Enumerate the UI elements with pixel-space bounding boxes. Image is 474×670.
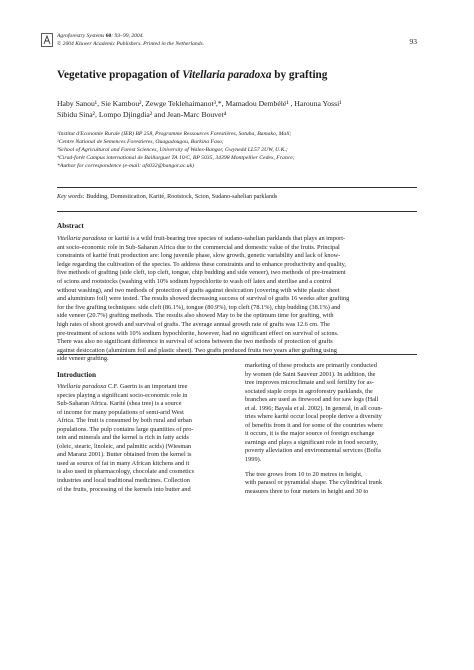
text-line: of benefits from it and for some of the countries where: [245, 421, 383, 429]
text-line: Sub-Saharan Africa. Karité (shea tree) is a source: [57, 400, 182, 408]
text-line: species playing a significant socio-economic role in: [57, 391, 188, 399]
text-line: against desiccation (aluminium foil and plastic sheet). Two grafts produced fruits two years after grafting using: [57, 346, 337, 354]
page-number: 93: [409, 37, 417, 46]
text-line: tries where karité occur local people derive a diversity: [245, 413, 382, 421]
text-line: used as source of fat in many African kitchens and it: [57, 459, 190, 467]
text-line: and Maranz 2001). Butter obtained from the kernel is: [57, 451, 192, 459]
copyright-notice: © 2004 Kluwer Academic Publishers. Printed in the Netherlands.: [57, 40, 205, 47]
divider: [57, 211, 417, 212]
text-line: high rates of shoot growth and survival of grafts. The average annual growth rate of grafts was 12.6 cm. The: [57, 320, 330, 328]
divider: [57, 354, 417, 355]
affiliations: [57, 130, 429, 170]
text-line: (oleic, stearic, linoleic, and palmitic acids) (Wiesman: [57, 442, 192, 450]
author-list: [57, 98, 429, 120]
text-line: side veneer grafting.: [57, 355, 109, 363]
text-line: Africa. The fruit is consumed by both rural and urban: [57, 417, 192, 425]
abstract-body: [57, 235, 417, 364]
author-line: Sibidu Sina², Lompo Djingdia² and Jean-Marc Bouvet⁴: [57, 110, 227, 119]
text-line: tree improves microclimate and soil fertility for as-: [245, 379, 374, 387]
abstract-heading: Abstract: [57, 222, 84, 230]
text-line: of income for many populations of semi-arid West: [57, 408, 184, 416]
journal-header: [57, 33, 417, 48]
text-line: branches are used as firewood and for saw logs (Hall: [245, 396, 379, 404]
text-line: for the five grafting techniques: side cleft (86.1%), tongue (80.9%), top cleft (78.1%), chip budding (38.1%) and: [57, 303, 341, 311]
text-line: 1999).: [245, 456, 262, 464]
affiliation: ¹Institut d'Economie Rurale (IER) BP 258, Programme Ressources Forestières, Sotuba, Bamako, Mali;: [57, 131, 292, 137]
text-line: by women (de Saint Sauveur 2001). In addition, the: [245, 370, 376, 378]
publisher-logo: [41, 33, 53, 47]
text-line: and aluminium foil) were tested. The results showed decreasing success of survival of grafts 16 weeks after grafting: [57, 295, 350, 303]
journal-citation: Agroforestry Systems 60: 93–99, 2004.: [57, 33, 144, 39]
keywords: Key words: Budding, Domestication, Karité, Rootstock, Scion, Sudano-sahelian parklands: [57, 194, 278, 200]
text-line: et al. 1996; Bayala et al. 2002). In general, in all coun-: [245, 404, 383, 412]
text-line: ant socio-economic role in Sub-Saharan Africa due to the commercial and domestic value of the fruits. Principal: [57, 243, 340, 251]
affiliation: ³School of Agricultural and Forest Sciences, University of Wales-Bangor, Gwynedd LL57 2UW, U.K.;: [57, 147, 288, 154]
text-line: side veneer (20.7%) grafting methods. The results also showed May to be the optimum time for grafting, with: [57, 312, 334, 320]
text-line: The tree grows from 10 to 20 metres in height,: [245, 470, 363, 478]
text-line: five methods of grafting (side cleft, top cleft, tongue, chip budding and side veneer), two methods of pre-treatment: [57, 269, 346, 277]
text-line: industries and local traditional medicines. Collection: [57, 477, 190, 485]
text-line: is also used in pharmacology, chocolate and cosmetics: [57, 468, 195, 476]
divider: [57, 187, 417, 188]
text-line: tein and minerals and the kernel is rich in fatty acids: [57, 434, 189, 442]
text-line: There was also no significant difference in survival of scions between the two methods of protection of grafts: [57, 338, 333, 346]
column-left: [57, 383, 231, 494]
text-line: ledge regarding the cultivation of the species. To address these constraints and to enhance productivity and quality,: [57, 260, 346, 268]
text-line: without washing), and two methods of protection of grafts against desiccation (covering with white plastic sheet: [57, 286, 340, 294]
text-line: constraints of karité fruit production are: long juvenile phase, slow growth, genetic variability and lack of know-: [57, 252, 341, 260]
affiliation: ²Centre National de Semences Forestieres, Ouagadougou, Burkina Faso;: [57, 139, 224, 146]
text-line: Vitellaria paradoxa or karité is a wild fruit-bearing tree species of sudano-sahelian parklands that plays an import-: [57, 235, 346, 242]
text-line: populations. The pulp contains large quantities of pro-: [57, 425, 194, 433]
affiliation: ⁴Cirad-forêt Campus international de Baillarguet TA 10/C, BP 5035, 34398 Montpellier Cedex, France;: [57, 155, 295, 162]
author-line: Haby Sanou¹, Sie Kambou², Zewge Teklehaimanot³,*, Mamadou Dembélé¹ , Harouna Yossi¹: [57, 99, 342, 108]
text-line: measures three to four meters in height and 30 to: [245, 487, 369, 495]
text-line: marketing of these products are primarily conducted: [245, 362, 377, 369]
text-line: earnings and plays a significant role in food security,: [245, 438, 379, 446]
text-line: sociated staple crops in agroforestry parklands, the: [245, 387, 373, 395]
text-line: poverty alleviation and environmental services (Boffa: [245, 447, 381, 455]
text-line: of the fruits, processing of the kernels into butter and: [57, 485, 191, 493]
text-line: it occurs, it is the major source of foreign exchange: [245, 430, 375, 438]
text-line: of scions and rootstocks (washing with 10% sodium hypochlorite to wash off latex and sterilise and a control: [57, 277, 332, 285]
introduction-heading: Introduction: [57, 371, 97, 379]
column-right: [245, 362, 419, 496]
article-title: Vegetative propagation of Vitellaria paradoxa by grafting: [57, 69, 328, 81]
correspondence: *Author for correspondence (e-mail: afs032@bangor.ac.uk): [57, 163, 195, 170]
text-line: with parasol or pyramidal shape. The cylindrical trunk: [245, 479, 382, 487]
text-line: Vitellaria paradoxa C.F. Gaertn is an important tree: [57, 383, 188, 390]
species-name: Vitellaria paradoxa: [182, 69, 272, 81]
text-line: pre-treatment of scions with 10% sodium hypochlorite, however, had no significant effect on survival of scions.: [57, 329, 339, 337]
